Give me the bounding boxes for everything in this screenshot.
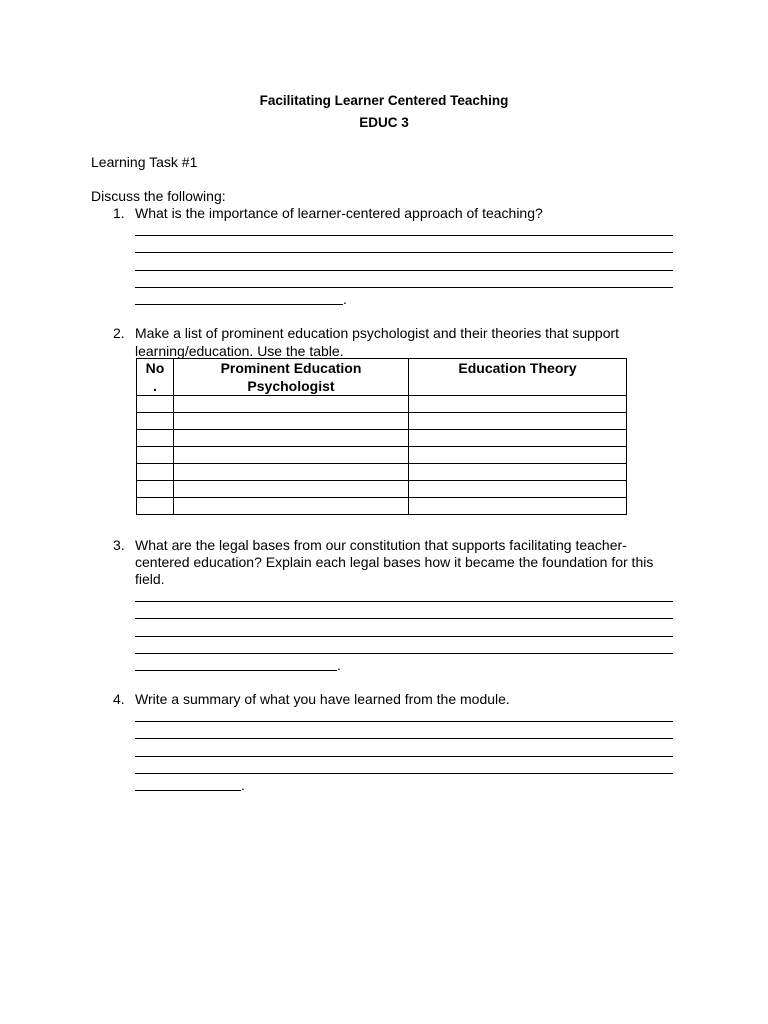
- table-row: [137, 430, 627, 447]
- task-instruction: Discuss the following:: [91, 188, 226, 204]
- column-header-theory: Education Theory: [409, 359, 627, 396]
- table-row: [137, 447, 627, 464]
- question-1-text: What is the importance of learner-centered approach of teaching?: [135, 205, 543, 221]
- cell-theory[interactable]: [409, 481, 627, 498]
- answer-line: [135, 287, 673, 288]
- table-row: [137, 481, 627, 498]
- question-3-number: 3.: [113, 537, 125, 553]
- answer-line: [135, 773, 673, 774]
- column-header-psychologist: [174, 359, 409, 396]
- question-1-number: 1.: [113, 205, 125, 221]
- table-row: [137, 413, 627, 430]
- answer-line-end: [135, 790, 241, 791]
- cell-theory[interactable]: [409, 447, 627, 464]
- question-4-text: Write a summary of what you have learned from the module.: [135, 691, 510, 707]
- column-header-psychologist-line-2: Psychologist: [247, 378, 335, 394]
- cell-theory[interactable]: [409, 430, 627, 447]
- cell-theory[interactable]: [409, 396, 627, 413]
- table-row: [137, 464, 627, 481]
- answer-line: [135, 738, 673, 739]
- column-header-no: [137, 359, 174, 396]
- table-header-row: [137, 359, 627, 396]
- question-3-text-line-2: centered education? Explain each legal bases how it became the foundation for this: [135, 554, 654, 570]
- table-row: [137, 396, 627, 413]
- cell-no[interactable]: [137, 498, 174, 515]
- cell-no[interactable]: [137, 396, 174, 413]
- answer-line: [135, 618, 673, 619]
- answer-line: [135, 636, 673, 637]
- answer-line-end: [135, 670, 337, 671]
- answer-end-period: .: [337, 657, 341, 673]
- cell-psychologist[interactable]: [174, 447, 409, 464]
- cell-psychologist[interactable]: [174, 498, 409, 515]
- question-2-text-line-1: Make a list of prominent education psychologist and their theories that support: [135, 325, 620, 341]
- answer-end-period: .: [241, 777, 245, 793]
- cell-psychologist[interactable]: [174, 481, 409, 498]
- cell-psychologist[interactable]: [174, 464, 409, 481]
- cell-theory[interactable]: [409, 464, 627, 481]
- answer-line: [135, 721, 673, 722]
- cell-psychologist[interactable]: [174, 430, 409, 447]
- answer-line-end: [135, 304, 343, 305]
- column-header-no-line-2: .: [153, 378, 157, 394]
- question-4-number: 4.: [113, 691, 125, 707]
- cell-no[interactable]: [137, 413, 174, 430]
- answer-line: [135, 270, 673, 271]
- answer-line: [135, 601, 673, 602]
- question-2-number: 2.: [113, 325, 125, 341]
- cell-no[interactable]: [137, 464, 174, 481]
- answer-line: [135, 653, 673, 654]
- cell-no[interactable]: [137, 430, 174, 447]
- column-header-no-line-1: No: [145, 360, 165, 376]
- column-header-psychologist-line-1: Prominent Education: [220, 360, 362, 376]
- question-2-text-line-2: learning/education. Use the table.: [135, 343, 344, 359]
- question-3-text-line-3: field.: [135, 571, 165, 587]
- task-label: Learning Task #1: [91, 154, 198, 170]
- answer-line: [135, 235, 673, 236]
- cell-theory[interactable]: [409, 413, 627, 430]
- cell-psychologist[interactable]: [174, 413, 409, 430]
- cell-no[interactable]: [137, 447, 174, 464]
- answer-line: [135, 756, 673, 757]
- answer-end-period: .: [343, 291, 347, 307]
- cell-psychologist[interactable]: [174, 396, 409, 413]
- document-title: Facilitating Learner Centered Teaching: [259, 93, 509, 108]
- psychologist-table: [136, 358, 627, 515]
- cell-theory[interactable]: [409, 498, 627, 515]
- course-code: EDUC 3: [359, 115, 409, 130]
- question-3-text-line-1: What are the legal bases from our constitution that supports facilitating teacher-: [135, 537, 627, 553]
- table-row: [137, 498, 627, 515]
- cell-no[interactable]: [137, 481, 174, 498]
- answer-line: [135, 252, 673, 253]
